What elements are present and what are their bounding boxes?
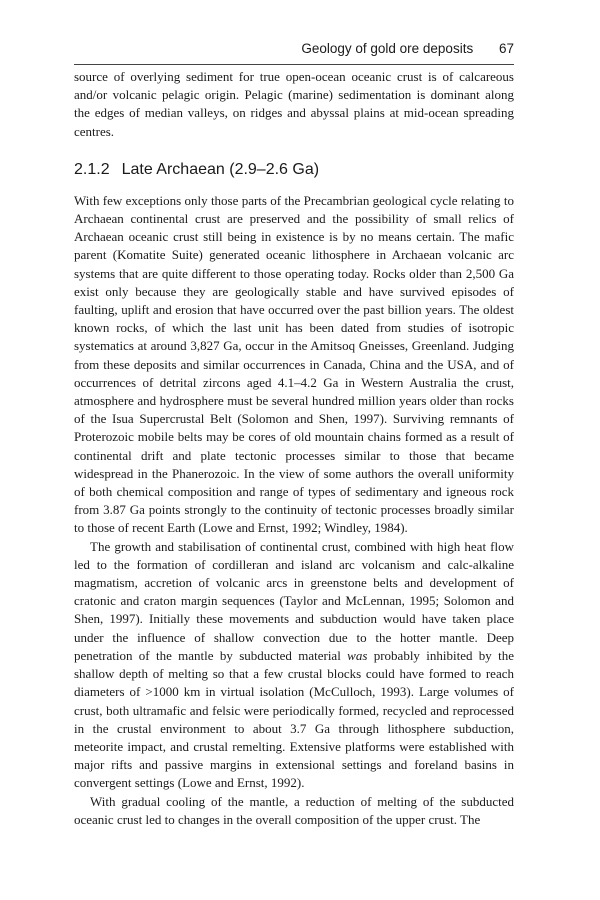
paragraph-3: With gradual cooling of the mantle, a reduction of melting of the subducted oceanic crust led to changes in the overall composition of the upper crust. The xyxy=(74,793,514,827)
paragraph-2-italic: was xyxy=(347,647,368,663)
paragraph-1: With few exceptions only those parts of the Precambrian geological cycle relating to Archaean continental crust are preserved and the possibility of small relics of Archaean oceanic crust still being in existence is by no means certain. The mafic parent (Komatite Suite) generated oceanic lithosphere in Archaean volcanic arc systems that are quite different to those operating today. Rocks older than 2,500 Ga exist only because they are geologically stable and have survived episodes of faulting, uplift and erosion that have occurred over the past billion years. The oldest known rocks, of which the last unit has been dated from studies of isotropic systematics at around 3,827 Ga, occur in the Amitsoq Gneisses, Greenland. Judging from these deposits and similar occurrences in Canada, China and the USA, and of occurrences of detrital zircons aged 4.1–4.2 Ga in Western Australia the crust, atmosphere and hydrosphere must be several hundred million years older than rocks of the Isua Supercrustal Belt (Solomon and Shen, 1997). Surviving remnants of Proterozoic mobile belts may be cores of old mountain chains formed as a result of continental drift and plate tectonic processes similar to those that became widespread in the Phanerozoic. In the view of some authors the overall uniformity of both chemical composition and range of types of sedimentary and igneous rock from 3.87 Ga points strongly to the continuity of tectonic processes broadly similar to those of recent Earth (Lowe and Ernst, 1992; Windley, 1984). xyxy=(74,192,514,536)
section-heading xyxy=(74,160,514,180)
paragraph-2-part-a: The growth and stabilisation of continental crust, combined with high heat flow led to the formation of cordilleran and island arc volcanism and calc-alkaline magmatism, accretion of volcanic arcs in greenstone belts and development of cratonic and craton margin sequences (Taylor and McLennan, 1995; Solomon and Shen, 1997). Initially these movements and subduction would have taken place under the influence of shallow convection due to the hotter mantle. Deep penetration of the mantle by subducted material xyxy=(74,538,514,663)
header-rule xyxy=(74,64,514,65)
page-number: 67 xyxy=(498,41,514,56)
section-number: 2.1.2 xyxy=(74,160,110,178)
running-head-title: Geology of gold ore deposits xyxy=(301,41,474,56)
section-title: Late Archaean (2.9–2.6 Ga) xyxy=(121,160,320,178)
running-head xyxy=(301,41,514,56)
paragraph-2-part-b: probably inhibited by the shallow depth of melting so that a few crustal blocks could have formed to reach diameters of >1000 km in virtual isolation (McCulloch, 1993). Large volumes of crust, both ultramafic and felsic were periodically formed, recycled and reprocessed in the crustal environment to about 3.7 Ga through lithosphere subduction, meteorite impact, and crustal remelting. Extensive platforms were established with major rifts and passive margins in extensional settings and foreland basins in convergent settings (Lowe and Ernst, 1992). xyxy=(74,647,515,791)
paragraph-continued: source of overlying sediment for true open-ocean oceanic crust is of calcareous and/or volcanic pelagic origin. Pelagic (marine) sedimentation is dominant along the edges of median valleys, on ridges and abyssal plains at mid-ocean spreading centres. xyxy=(74,69,514,139)
paragraph-2 xyxy=(74,538,514,793)
page-body xyxy=(74,68,514,829)
